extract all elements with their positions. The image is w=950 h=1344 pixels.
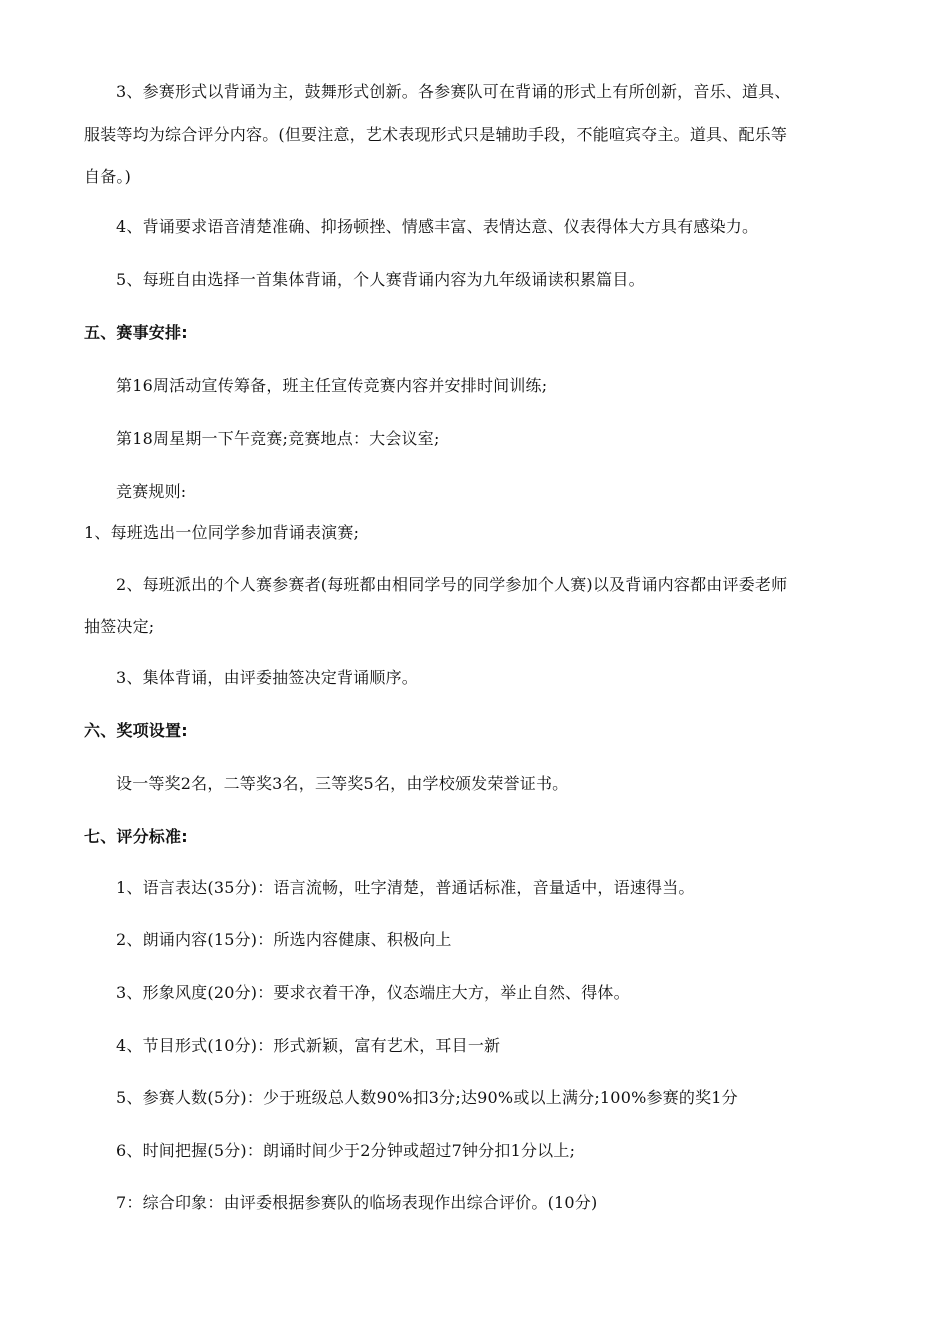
section-5-line-1: 第16周活动宣传筹备，班主任宣传竞赛内容并安排时间训练; <box>116 376 548 395</box>
rule-3: 3、集体背诵，由评委抽签决定背诵顺序。 <box>116 668 418 687</box>
section-5-rules-label: 竞赛规则: <box>116 482 187 501</box>
rule-2-line-2: 抽签决定; <box>84 617 155 636</box>
section-6-line-1: 设一等奖2名，二等奖3名，三等奖5名，由学校颁发荣誉证书。 <box>116 774 569 793</box>
criterion-4: 4、节目形式(10分)：形式新颖，富有艺术，耳目一新 <box>116 1036 501 1055</box>
criterion-6: 6、时间把握(5分)：朗诵时间少于2分钟或超过7钟分扣1分以上; <box>116 1141 576 1160</box>
section-5-line-2: 第18周星期一下午竞赛;竞赛地点：大会议室; <box>116 429 440 448</box>
criterion-7: 7：综合印象：由评委根据参赛队的临场表现作出综合评价。(10分) <box>116 1193 598 1212</box>
item-4: 4、背诵要求语音清楚准确、抑扬顿挫、情感丰富、表情达意、仪表得体大方具有感染力。 <box>116 217 759 236</box>
item-5: 5、每班自由选择一首集体背诵，个人赛背诵内容为九年级诵读积累篇目。 <box>116 270 645 289</box>
item-3-line-1: 3、参赛形式以背诵为主，鼓舞形式创新。各参赛队可在背诵的形式上有所创新，音乐、道具、 <box>116 82 791 101</box>
criterion-1: 1、语言表达(35分)：语言流畅，吐字清楚，普通话标准，音量适中，语速得当。 <box>116 878 695 897</box>
rule-2-line-1: 2、每班派出的个人赛参赛者(每班都由相同学号的同学参加个人赛)以及背诵内容都由评委老师 <box>116 575 788 594</box>
item-3-line-2: 服装等均为综合评分内容。(但要注意，艺术表现形式只是辅助手段，不能喧宾夺主。道具、配乐等 <box>84 125 788 144</box>
section-6-heading: 六、奖项设置: <box>84 721 188 740</box>
section-7-heading: 七、评分标准: <box>84 827 188 846</box>
item-3-line-3: 自备。) <box>84 167 132 186</box>
criterion-2: 2、朗诵内容(15分)：所选内容健康、积极向上 <box>116 930 452 949</box>
section-5-heading: 五、赛事安排: <box>84 323 188 342</box>
criterion-3: 3、形象风度(20分)：要求衣着干净，仪态端庄大方，举止自然、得体。 <box>116 983 630 1002</box>
criterion-5: 5、参赛人数(5分)：少于班级总人数90%扣3分;达90%或以上满分;100%参赛的奖1分 <box>116 1088 738 1107</box>
rule-1: 1、每班选出一位同学参加背诵表演赛; <box>84 523 360 542</box>
